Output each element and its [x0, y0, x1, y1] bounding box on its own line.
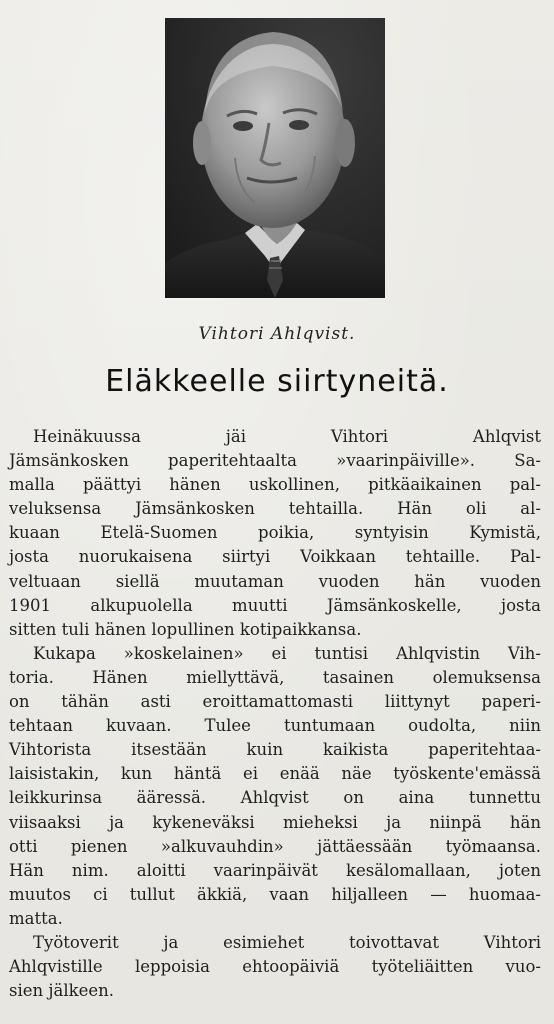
text-line: otti pienen »alkuvauhdin» jättäessään työmaansa.	[9, 836, 541, 856]
text-line: Työtoverit ja esimiehet toivottavat Vihtori	[33, 932, 541, 952]
text-line: Kukapa »koskelainen» ei tuntisi Ahlqvistin Vih-	[33, 643, 541, 663]
text-line: laisistakin, kun häntä ei enää näe työskente'emässä	[9, 764, 541, 784]
portrait-image	[165, 18, 385, 298]
text-line: sien jälkeen.	[9, 981, 115, 1001]
article-headline: Eläkkeelle siirtyneitä.	[105, 364, 449, 399]
text-line: matta.	[9, 908, 63, 928]
photo-caption: Vihtori Ahlqvist.	[198, 324, 356, 344]
paragraph	[9, 425, 541, 642]
text-line: muutos ci tullut äkkiä, vaan hiljalleen — huomaa-	[9, 884, 541, 904]
article-body	[9, 425, 541, 1003]
text-line: veltuaan siellä muutaman vuoden hän vuoden	[9, 571, 541, 591]
text-line: tehtaan kuvaan. Tulee tuntumaan oudolta, niin	[9, 716, 541, 736]
text-line: Jämsänkosken paperitehtaalta »vaarinpäiville». Sa-	[9, 451, 541, 471]
text-line: malla päättyi hänen uskollinen, pitkäaikainen pal-	[9, 475, 541, 495]
text-line: josta nuorukaisena siirtyi Voikkaan tehtaille. Pal-	[9, 547, 541, 567]
text-line: on tähän asti eroittamattomasti liittynyt paperi-	[9, 692, 541, 712]
text-line: leikkurinsa ääressä. Ahlqvist on aina tunnettu	[9, 788, 541, 808]
text-line: toria. Hänen miellyttävä, tasainen olemuksensa	[9, 667, 541, 687]
text-line: Heinäkuussa jäi Vihtori Ahlqvist	[33, 427, 541, 446]
text-line: kuaan Etelä-Suomen poikia, syntyisin Kymistä,	[9, 523, 541, 543]
paragraph	[9, 931, 541, 1003]
text-line: viisaaksi ja kykeneväksi mieheksi ja niinpä hän	[9, 812, 541, 832]
text-line: Ahlqvistille leppoisia ehtoopäiviä työteliäitten vuo-	[9, 957, 541, 977]
text-line: veluksensa Jämsänkosken tehtailla. Hän oli al-	[9, 499, 541, 519]
paragraph	[9, 642, 541, 931]
text-line: Vihtorista itsestään kuin kaikista paperitehtaa-	[9, 740, 541, 760]
text-line: 1901 alkupuolella muutti Jämsänkoskelle, josta	[9, 595, 541, 615]
portrait-photo	[165, 18, 385, 298]
text-line: sitten tuli hänen lopullinen kotipaikkansa.	[9, 619, 362, 639]
text-line: Hän nim. aloitti vaarinpäivät kesälomallaan, joten	[9, 860, 541, 880]
